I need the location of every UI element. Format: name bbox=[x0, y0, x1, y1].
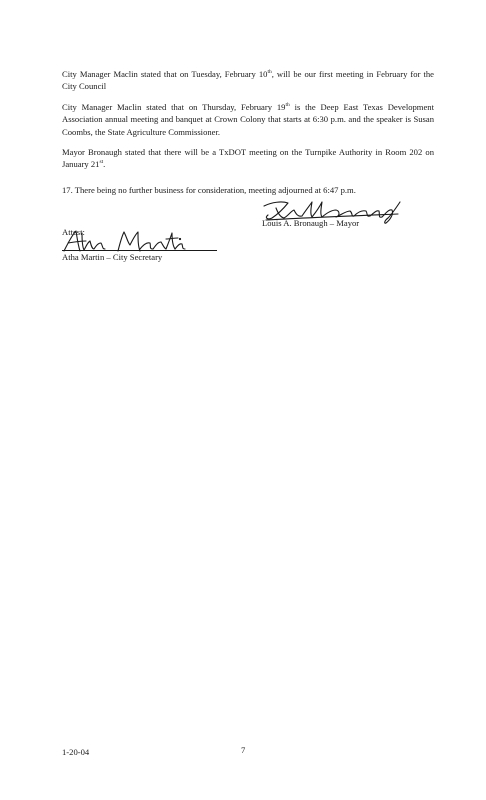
paragraph-detda-banquet bbox=[62, 101, 434, 138]
signature-line bbox=[62, 250, 217, 251]
p1-text-before: City Manager Maclin stated that on Tuesday, February 10 bbox=[62, 69, 268, 79]
p2-ordinal: th bbox=[285, 102, 290, 109]
secretary-name: Atha Martin – City Secretary bbox=[62, 252, 163, 262]
footer-date: 1-20-04 bbox=[62, 747, 90, 757]
paragraph-adjournment: 17. There being no further business for consideration, meeting adjourned at 6:47 p.m. bbox=[62, 185, 356, 195]
mayor-name: Louis A. Bronaugh – Mayor bbox=[262, 218, 360, 228]
p1-ordinal: th bbox=[267, 69, 272, 76]
p3-ordinal: st bbox=[99, 159, 104, 166]
p1-text-after: , will be our first meeting in February for the City Council bbox=[62, 69, 434, 92]
page-number: 7 bbox=[241, 745, 246, 755]
paragraph-council-meeting bbox=[62, 68, 434, 93]
attest-label: Attest: bbox=[62, 227, 85, 237]
p2-text-before: City Manager Maclin stated that on Thursday, February 19 bbox=[62, 102, 286, 112]
p3-text-after: . bbox=[103, 159, 106, 170]
p3-text-before: Mayor Bronaugh stated that there will be a TxDOT meeting on the Turnpike Authority in Room 202 on January 21 bbox=[62, 147, 434, 170]
paragraph-txdot-meeting bbox=[62, 146, 434, 171]
p2-text-after: is the Deep East Texas Development Association annual meeting and banquet at Crown Colony that starts at 6:30 p.m. and the speaker is Susan Coombs, the State Agriculture Commissioner. bbox=[62, 102, 434, 137]
